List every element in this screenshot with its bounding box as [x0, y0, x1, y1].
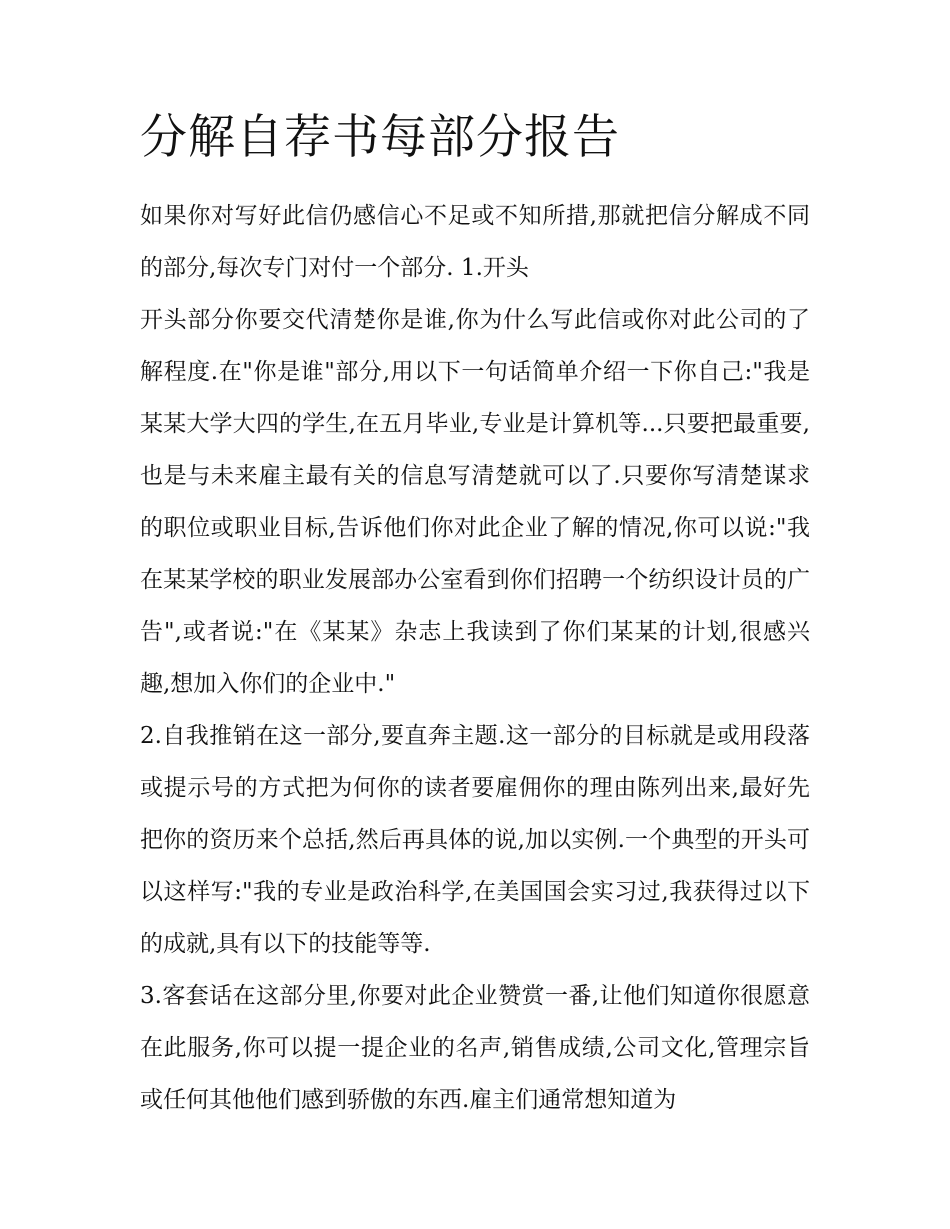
- document-title: 分解自荐书每部分报告: [140, 110, 620, 165]
- paragraph-intro: 如果你对写好此信仍感信心不足或不知所措,那就把信分解成不同的部分,每次专门对付一个部分. 1.开头: [140, 202, 810, 281]
- paragraph-self-promotion: 2.自我推销在这一部分,要直奔主题.这一部分的目标就是或用段落或提示号的方式把为何你的读者要雇佣你的理由陈列出来,最好先把你的资历来个总括,然后再具体的说,加以实例.一个典型的开头可以这样写:"我的专业是政治科学,在美国国会实习过,我获得过以下的成就,具有以下的技能等等.: [140, 722, 810, 957]
- paragraph-opening: 开头部分你要交代清楚你是谁,你为什么写此信或你对此公司的了解程度.在"你是谁"部分,用以下一句话简单介绍一下你自己:"我是某某大学大四的学生,在五月毕业,专业是计算机等...只要把最重要,也是与未来雇主最有关的信息写清楚就可以了.只要你写清楚谋求的职位或职业目标,告诉他们你对此企业了解的情况,你可以说:"我在某某学校的职业发展部办公室看到你们招聘一个纺织设计员的广告",或者说:"在《某某》杂志上我读到了你们某某的计划,很感兴趣,想加入你们的企业中.": [140, 306, 810, 697]
- document-body: [140, 190, 810, 1126]
- paragraph-courtesy: 3.客套话在这部分里,你要对此企业赞赏一番,让他们知道你很愿意在此服务,你可以提一提企业的名声,销售成绩,公司文化,管理宗旨或任何其他他们感到骄傲的东西.雇主们通常想知道为: [140, 982, 810, 1113]
